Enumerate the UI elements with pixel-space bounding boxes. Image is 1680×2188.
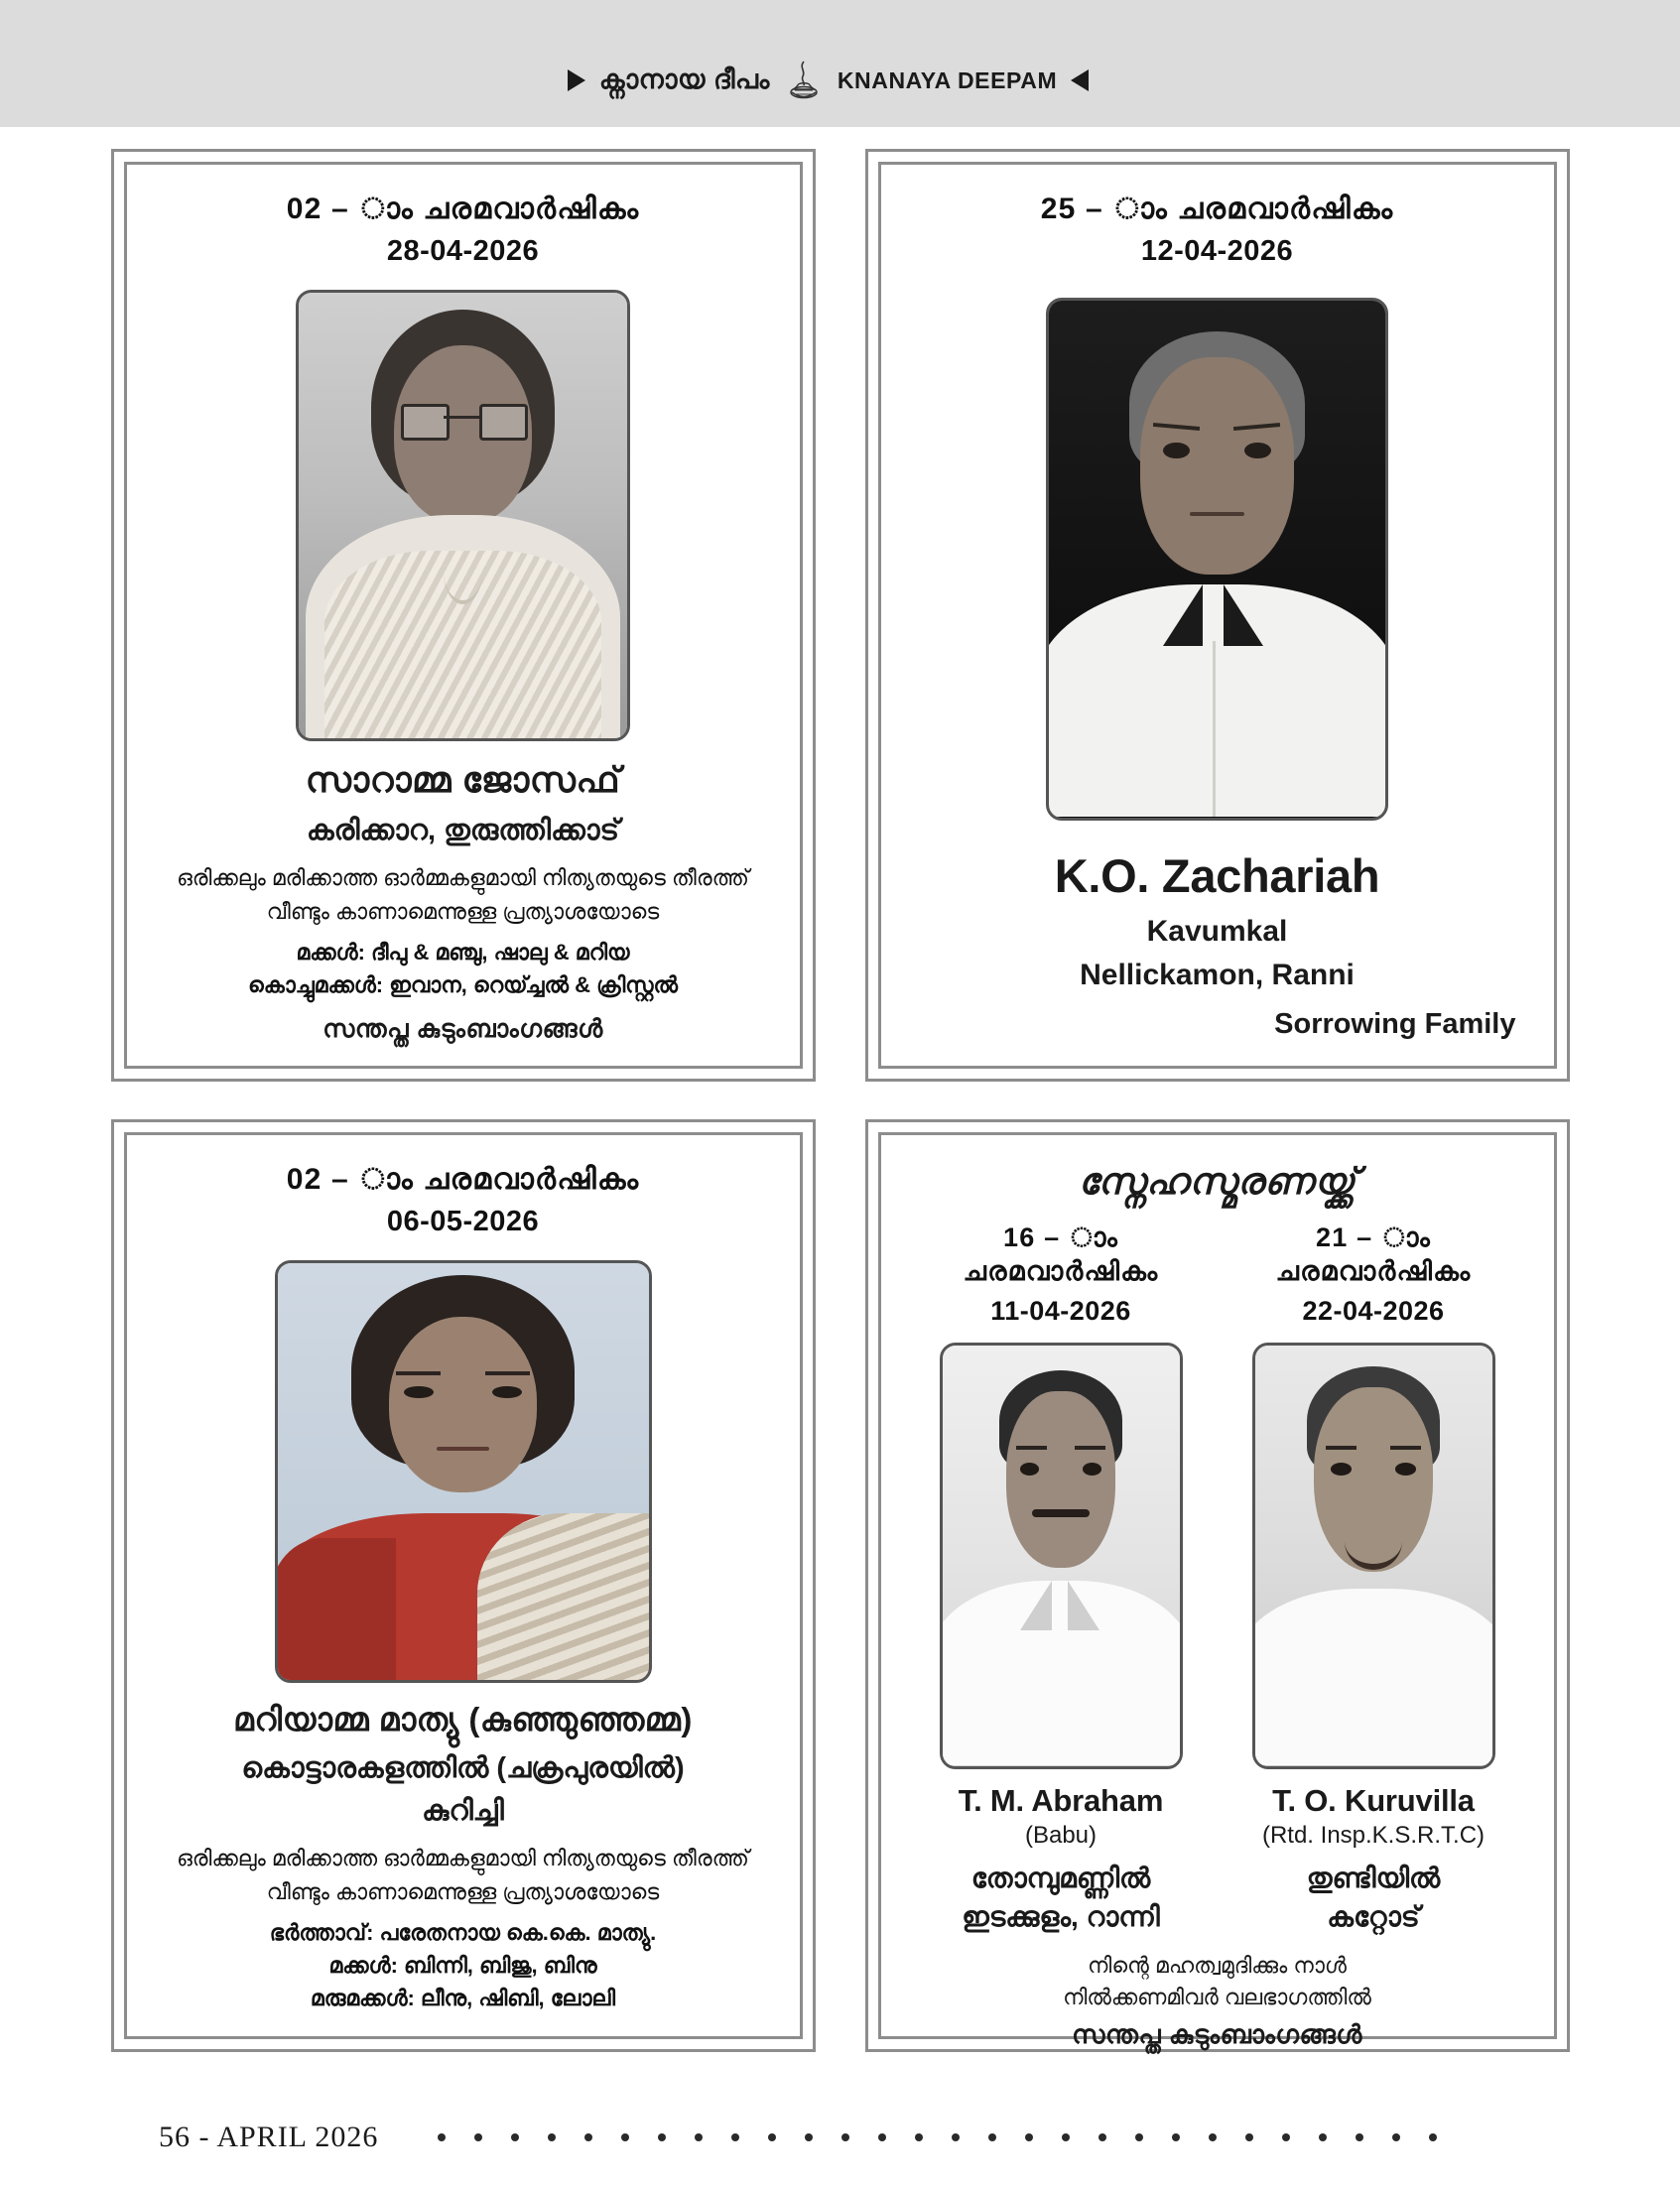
rule-dot bbox=[511, 2133, 519, 2141]
deceased-house: തോമ്പുമണ്ണിൽ bbox=[970, 1862, 1151, 1893]
memorial-card-sneha-smaranaykku bbox=[865, 1119, 1570, 2052]
family-line-children: മക്കൾ: ബിന്നി, ബിജു, ബിനു bbox=[328, 1953, 597, 1978]
deceased-house: Kavumkal bbox=[1146, 914, 1288, 948]
deceased-house: കരിക്കാറ, തുരുത്തിക്കാട് bbox=[306, 815, 620, 847]
dual-person-left bbox=[905, 1783, 1218, 1937]
memorial-verse-line-2: വീണ്ടും കാണാമെന്നുള്ള പ്രത്യാശയോടെ bbox=[266, 899, 660, 925]
header-inner bbox=[568, 60, 1090, 101]
rule-dot bbox=[621, 2133, 629, 2141]
rule-dot bbox=[878, 2133, 886, 2141]
card-inner bbox=[124, 162, 803, 1069]
anniversary-label: 25 – ാം ചരമവാർഷികം bbox=[1040, 193, 1394, 225]
deceased-house: കൊട്ടാരകളത്തിൽ (ചക്രപുരയിൽ) bbox=[241, 1751, 685, 1784]
portrait-photo bbox=[940, 1343, 1183, 1769]
deceased-alias: (Rtd. Insp.K.S.R.T.C) bbox=[1261, 1821, 1486, 1849]
rule-dot bbox=[1025, 2133, 1033, 2141]
family-line-in-laws: മരുമക്കൾ: ലീനു, ഷിബി, ലോലി bbox=[310, 1986, 616, 2010]
card-inner bbox=[878, 1132, 1557, 2049]
memorial-verse-line-1: ഒരിക്കലും മരിക്കാത്ത ഓർമ്മകളുമായി നിത്യതയുടെ തീരത്ത് bbox=[177, 865, 749, 891]
triangle-left-icon bbox=[1071, 69, 1089, 91]
page-body bbox=[0, 127, 1680, 2052]
deceased-place: Nellickamon, Ranni bbox=[1080, 958, 1355, 991]
dual-card-title: സ്നേഹസ്മരണയ്ക്ക് bbox=[1078, 1162, 1357, 1203]
memorial-verse-line-1: നിന്റെ മഹത്വമുദിക്കും നാൾ bbox=[1088, 1953, 1347, 1979]
deceased-place: കറ്റോട് bbox=[1327, 1901, 1420, 1933]
rule-dot bbox=[952, 2133, 960, 2141]
anniversary-label: 16 – ാം ചരമവാർഷികം bbox=[963, 1223, 1159, 1286]
rule-dot bbox=[695, 2133, 703, 2141]
family-line-grandchildren: കൊച്ചുമക്കൾ: ഇവാന, റെയ്ച്ചൽ & ക്രിസ്റ്റൽ bbox=[247, 972, 678, 997]
dual-anniversary-left bbox=[905, 1222, 1218, 1327]
rule-dot bbox=[1429, 2133, 1437, 2141]
anniversary-label: 02 – ാം ചരമവാർഷികം bbox=[286, 193, 640, 225]
dual-person-right bbox=[1218, 1783, 1530, 1937]
rule-dot bbox=[805, 2133, 813, 2141]
header-english-title: KNANAYA DEEPAM bbox=[837, 66, 1058, 93]
memorial-card-ko-zachariah bbox=[865, 149, 1570, 1082]
dual-photo-row bbox=[905, 1343, 1530, 1769]
family-line-spouse: ഭർത്താവ്: പരേതനായ കെ.കെ. മാത്യു. bbox=[269, 1920, 657, 1945]
anniversary-date: 12-04-2026 bbox=[1140, 234, 1294, 267]
dual-anniversary-right bbox=[1218, 1222, 1530, 1327]
memorial-verse-line-2: നിൽക്കണമിവർ വലഭാഗത്തിൽ bbox=[1063, 1984, 1371, 2009]
page-footer bbox=[0, 2121, 1680, 2154]
rule-dot bbox=[1209, 2133, 1217, 2141]
header-malayalam-title: ക്നാനായ ദീപം bbox=[598, 64, 770, 94]
rule-dot bbox=[1282, 2133, 1290, 2141]
portrait-photo bbox=[296, 290, 630, 742]
card-inner bbox=[878, 162, 1557, 1069]
portrait-photo bbox=[1252, 1343, 1495, 1769]
portrait-photo bbox=[275, 1260, 652, 1684]
rule-dot bbox=[548, 2133, 556, 2141]
card-inner bbox=[124, 1132, 803, 2039]
rule-dot bbox=[658, 2133, 666, 2141]
dual-name-row bbox=[905, 1783, 1530, 1937]
rule-dot bbox=[1356, 2133, 1363, 2141]
rule-dot bbox=[584, 2133, 592, 2141]
rule-dot bbox=[1098, 2133, 1106, 2141]
memorial-verse-line-2: വീണ്ടും കാണാമെന്നുള്ള പ്രത്യാശയോടെ bbox=[266, 1879, 660, 1905]
rule-dot bbox=[768, 2133, 776, 2141]
rule-dot bbox=[1062, 2133, 1070, 2141]
family-line-children: മക്കൾ: ദീപു & മഞ്ചു, ഷാലു & മറിയ bbox=[296, 940, 630, 965]
rule-dot bbox=[915, 2133, 923, 2141]
rule-dot bbox=[1245, 2133, 1253, 2141]
memorial-card-mariyamma-mathew bbox=[111, 1119, 816, 2052]
deceased-place: കുറിച്ചി bbox=[422, 1795, 504, 1828]
rule-dot bbox=[731, 2133, 739, 2141]
memorial-verse-line-1: ഒരിക്കലും മരിക്കാത്ത ഓർമ്മകളുമായി നിത്യതയുടെ തീരത്ത് bbox=[177, 1846, 749, 1871]
deceased-name: സാറാമ്മ ജോസഫ് bbox=[305, 759, 621, 801]
triangle-right-icon bbox=[568, 69, 585, 91]
deceased-name: T. O. Kuruvilla bbox=[1272, 1782, 1475, 1818]
closing-line: Sorrowing Family bbox=[1274, 1007, 1516, 1040]
rule-dot bbox=[1392, 2133, 1400, 2141]
rule-dot bbox=[438, 2133, 446, 2141]
deceased-name: T. M. Abraham bbox=[958, 1782, 1164, 1818]
page-header bbox=[0, 0, 1680, 127]
memorial-card-sarahamma-joseph bbox=[111, 149, 816, 1082]
rule-dot bbox=[474, 2133, 482, 2141]
deceased-house: തുണ്ടിയിൽ bbox=[1306, 1862, 1441, 1893]
anniversary-date: 06-05-2026 bbox=[386, 1205, 540, 1237]
anniversary-label: 21 – ാം ചരമവാർഷികം bbox=[1275, 1223, 1472, 1286]
rule-dot bbox=[841, 2133, 849, 2141]
dual-anniversary-row bbox=[905, 1222, 1530, 1327]
deceased-name: K.O. Zachariah bbox=[1054, 848, 1380, 902]
deceased-name: മറിയാമ്മ മാത്യു (കുഞ്ഞുഞ്ഞമ്മ) bbox=[233, 1701, 693, 1738]
closing-line: സന്തപ്ത കുടുംബാംഗങ്ങൾ bbox=[1072, 2018, 1362, 2049]
memorial-card-grid bbox=[0, 149, 1680, 2052]
rule-dot bbox=[988, 2133, 996, 2141]
dotted-rule bbox=[438, 2133, 1437, 2141]
anniversary-date: 22-04-2026 bbox=[1302, 1295, 1445, 1326]
folio-page-number: 56 - APRIL 2026 bbox=[159, 2121, 379, 2153]
rule-dot bbox=[1319, 2133, 1327, 2141]
deceased-alias: (Babu) bbox=[1024, 1821, 1098, 1849]
anniversary-date: 11-04-2026 bbox=[990, 1295, 1131, 1326]
deceased-place: ഇടക്കുളം, റാന്നി bbox=[962, 1901, 1160, 1933]
rule-dot bbox=[1172, 2133, 1180, 2141]
anniversary-label: 02 – ാം ചരമവാർഷികം bbox=[286, 1163, 640, 1196]
oil-lamp-icon bbox=[784, 60, 824, 101]
closing-line: സന്തപ്ത കുടുംബാംഗങ്ങൾ bbox=[323, 1015, 603, 1043]
rule-dot bbox=[1135, 2133, 1143, 2141]
anniversary-date: 28-04-2026 bbox=[386, 234, 540, 267]
portrait-photo bbox=[1046, 298, 1388, 821]
